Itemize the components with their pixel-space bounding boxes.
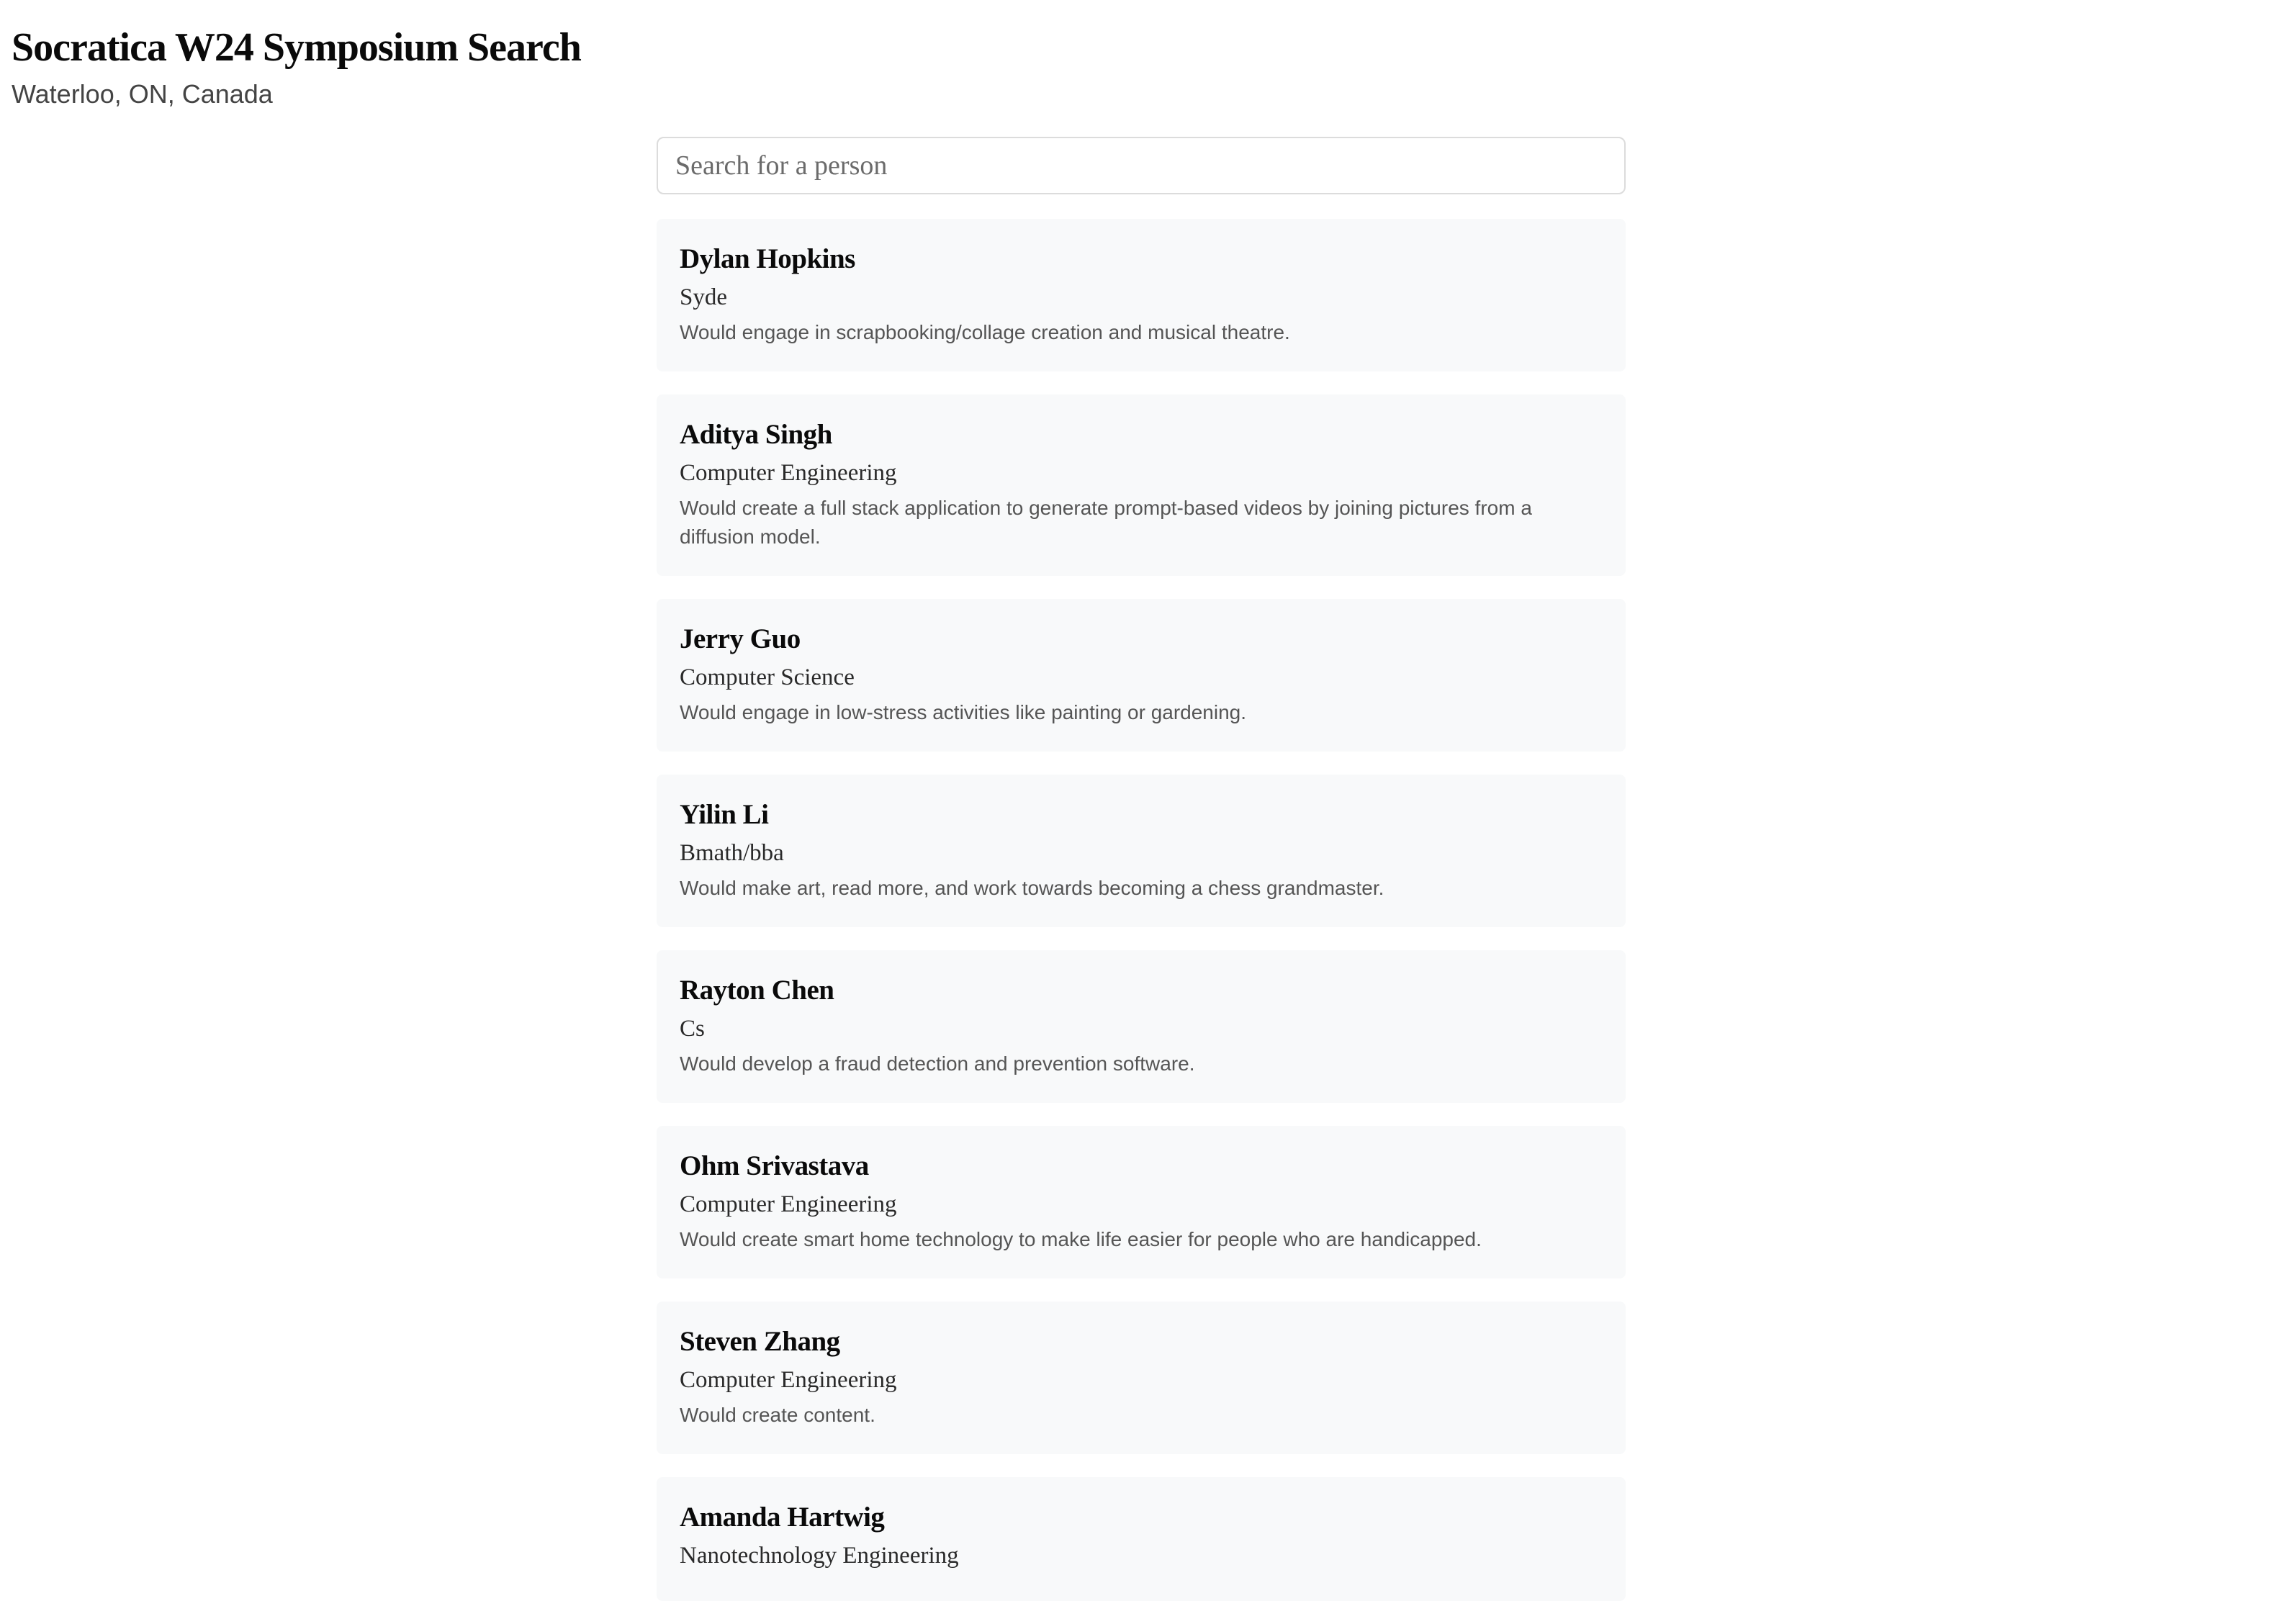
- person-name: Jerry Guo: [680, 623, 801, 654]
- person-program: Cs: [680, 1016, 705, 1042]
- person-card[interactable]: [657, 394, 1626, 576]
- person-name: Steven Zhang: [680, 1326, 840, 1357]
- person-program: Computer Science: [680, 664, 855, 690]
- person-description: Would create content.: [680, 1404, 875, 1426]
- person-description: Would create a full stack application to generate prompt-based videos by joining pictures from a diffusion model.: [680, 497, 1532, 548]
- person-card[interactable]: [657, 219, 1626, 371]
- person-description: Would engage in low-stress activities like painting or gardening.: [680, 701, 1247, 723]
- person-description: Would make art, read more, and work towards becoming a chess grandmaster.: [680, 877, 1384, 899]
- person-program: Syde: [680, 284, 727, 310]
- person-card[interactable]: [657, 775, 1626, 927]
- person-description: Would develop a fraud detection and prevention software.: [680, 1052, 1195, 1075]
- person-name: Amanda Hartwig: [680, 1502, 885, 1533]
- person-program: Computer Engineering: [680, 460, 897, 486]
- results-list: [657, 219, 1626, 1601]
- page-location: Waterloo, ON, Canada: [12, 79, 273, 109]
- person-program: Bmath/bba: [680, 840, 784, 866]
- person-card[interactable]: [657, 1477, 1626, 1601]
- page-title: Socratica W24 Symposium Search: [12, 25, 581, 70]
- person-card[interactable]: [657, 1302, 1626, 1454]
- person-name: Ohm Srivastava: [680, 1150, 869, 1181]
- person-program: Nanotechnology Engineering: [680, 1543, 959, 1569]
- main-content: [657, 137, 1626, 1624]
- person-card[interactable]: [657, 950, 1626, 1103]
- person-name: Yilin Li: [680, 799, 769, 830]
- search-input[interactable]: [657, 137, 1626, 194]
- person-program: Computer Engineering: [680, 1367, 897, 1393]
- person-program: Computer Engineering: [680, 1191, 897, 1217]
- page-header: [12, 22, 581, 111]
- person-name: Aditya Singh: [680, 419, 832, 450]
- person-card[interactable]: [657, 599, 1626, 752]
- person-name: Rayton Chen: [680, 975, 834, 1006]
- person-description: Would create smart home technology to make life easier for people who are handicapped.: [680, 1228, 1482, 1250]
- person-description: Would engage in scrapbooking/collage creation and musical theatre.: [680, 321, 1290, 343]
- person-card[interactable]: [657, 1126, 1626, 1278]
- person-name: Dylan Hopkins: [680, 243, 855, 274]
